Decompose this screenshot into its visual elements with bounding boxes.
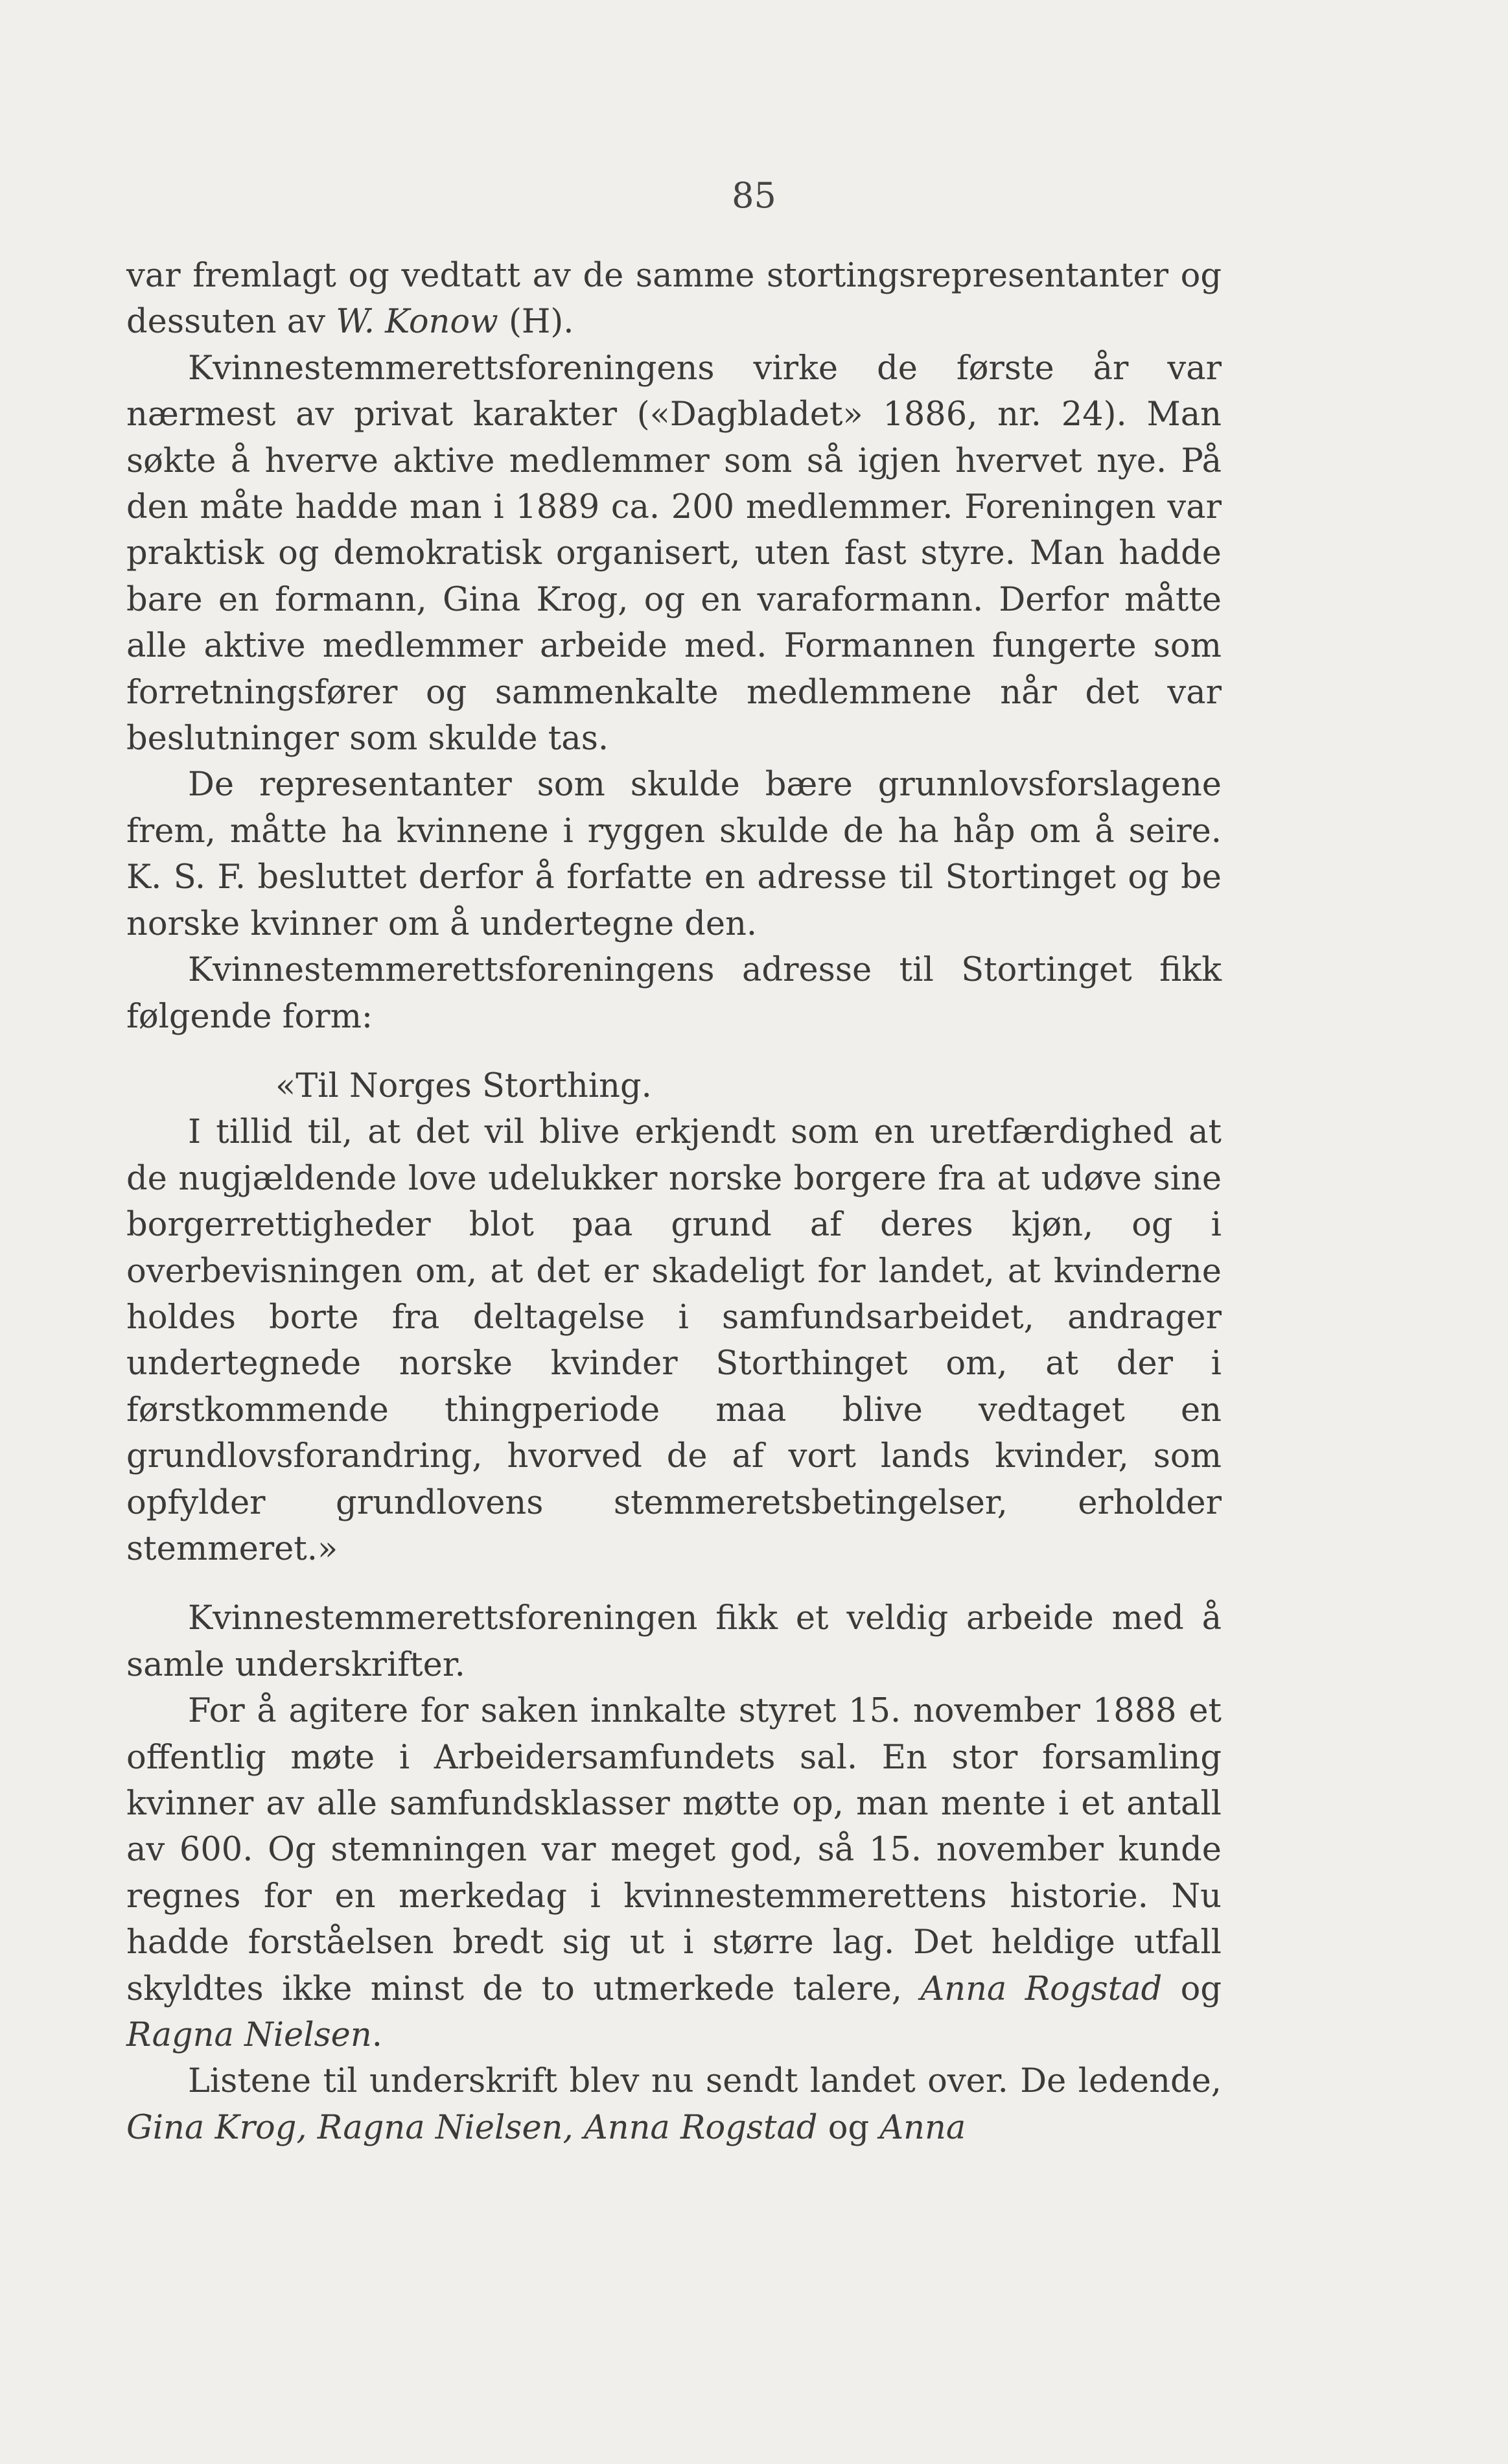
- person-name: Anna Rogstad: [920, 1969, 1163, 2008]
- text-block: [126, 253, 1222, 2151]
- paragraph: [126, 762, 1222, 947]
- paragraph: [126, 1595, 1222, 1688]
- text-run: var fremlagt og vedtatt av de samme stortingsrepresentanter og dessuten av: [126, 257, 1222, 342]
- quote-salutation: [126, 1063, 1222, 1109]
- person-name: Ragna Nielsen: [126, 2016, 372, 2055]
- page-number: 85: [732, 175, 776, 216]
- text-run: For å agitere for saken innkalte styret 15. november 1888 et offentlig møte i Arbeidersamfundets sal. En stor forsamling kvinner av alle samfundsklasser møtte op, man mente i et antall av 600. Og stemningen var meget god, så 15. november kunde regnes for en merkedag i kvinnestemmerettens historie. Nu hadde forståelsen bredt sig ut i større lag. Det heldige utfall skyldtes ikke minst de to utmerkede talere,: [126, 1692, 1222, 2008]
- text-run: Listene til underskrift blev nu sendt landet over. De ledende,: [188, 2062, 1222, 2101]
- text-run: (H).: [498, 303, 574, 342]
- quote-body: [126, 1109, 1222, 1572]
- text-run: De representanter som skulde bære grunnlovsforslagene frem, måtte ha kvinnene i ryggen skulde de ha håp om å seire. K. S. F. besluttet derfor å forfatte en adresse til Stortinget og be norske kvinner om å undertegne den.: [126, 766, 1222, 943]
- text-run: I tillid til, at det vil blive erkjendt som en uretfærdighed at de nugjældende love udelukker norske borgere fra at udøve sine borgerrettigheder blot paa grund af deres kjøn, og i overbevisningen om, at det er skadeligt for landet, at kvinderne holdes borte fra deltagelse i samfundsarbeidet, andrager undertegnede norske kvinder Storthinget om, at der i førstkommende thingperiode maa blive vedtaget en grundlovsforandring, hvorved de af vort lands kvinder, som opfylder grundlovens stemmeretsbetingelser, erholder stemmeret.»: [126, 1113, 1222, 1568]
- person-name: Gina Krog, Ragna Nielsen, Anna Rogstad: [126, 2108, 818, 2147]
- text-run: Kvinnestemmerettsforeningen fikk et veldig arbeide med å samle underskrifter.: [126, 1599, 1222, 1684]
- text-run: og: [1162, 1969, 1222, 2008]
- paragraph: [126, 1688, 1222, 2058]
- text-run: Kvinnestemmerettsforeningens virke de første år var nærmest av privat karakter («Dagbladet» 1886, nr. 24). Man søkte å hverve aktive medlemmer som så igjen hvervet nye. På den måte hadde man i 1889 ca. 200 medlemmer. Foreningen var praktisk og demokratisk organisert, uten fast styre. Man hadde bare en formann, Gina Krog, og en varaformann. Derfor måtte alle aktive medlemmer arbeide med. Formannen fungerte som forretningsfører og sammenkalte medlemmene når det var beslutninger som skulde tas.: [126, 349, 1222, 758]
- paragraph: [126, 346, 1222, 762]
- text-run: .: [371, 2016, 382, 2055]
- paragraph: [126, 947, 1222, 1040]
- paragraph: [126, 253, 1222, 346]
- person-name: Anna: [879, 2108, 966, 2147]
- paragraph: [126, 2058, 1222, 2151]
- text-run: «Til Norges Storthing.: [275, 1066, 652, 1105]
- person-name: W. Konow: [336, 303, 498, 342]
- text-run: og: [817, 2108, 880, 2147]
- text-run: Kvinnestemmerettsforeningens adresse til Stortinget fikk følgende form:: [126, 951, 1222, 1036]
